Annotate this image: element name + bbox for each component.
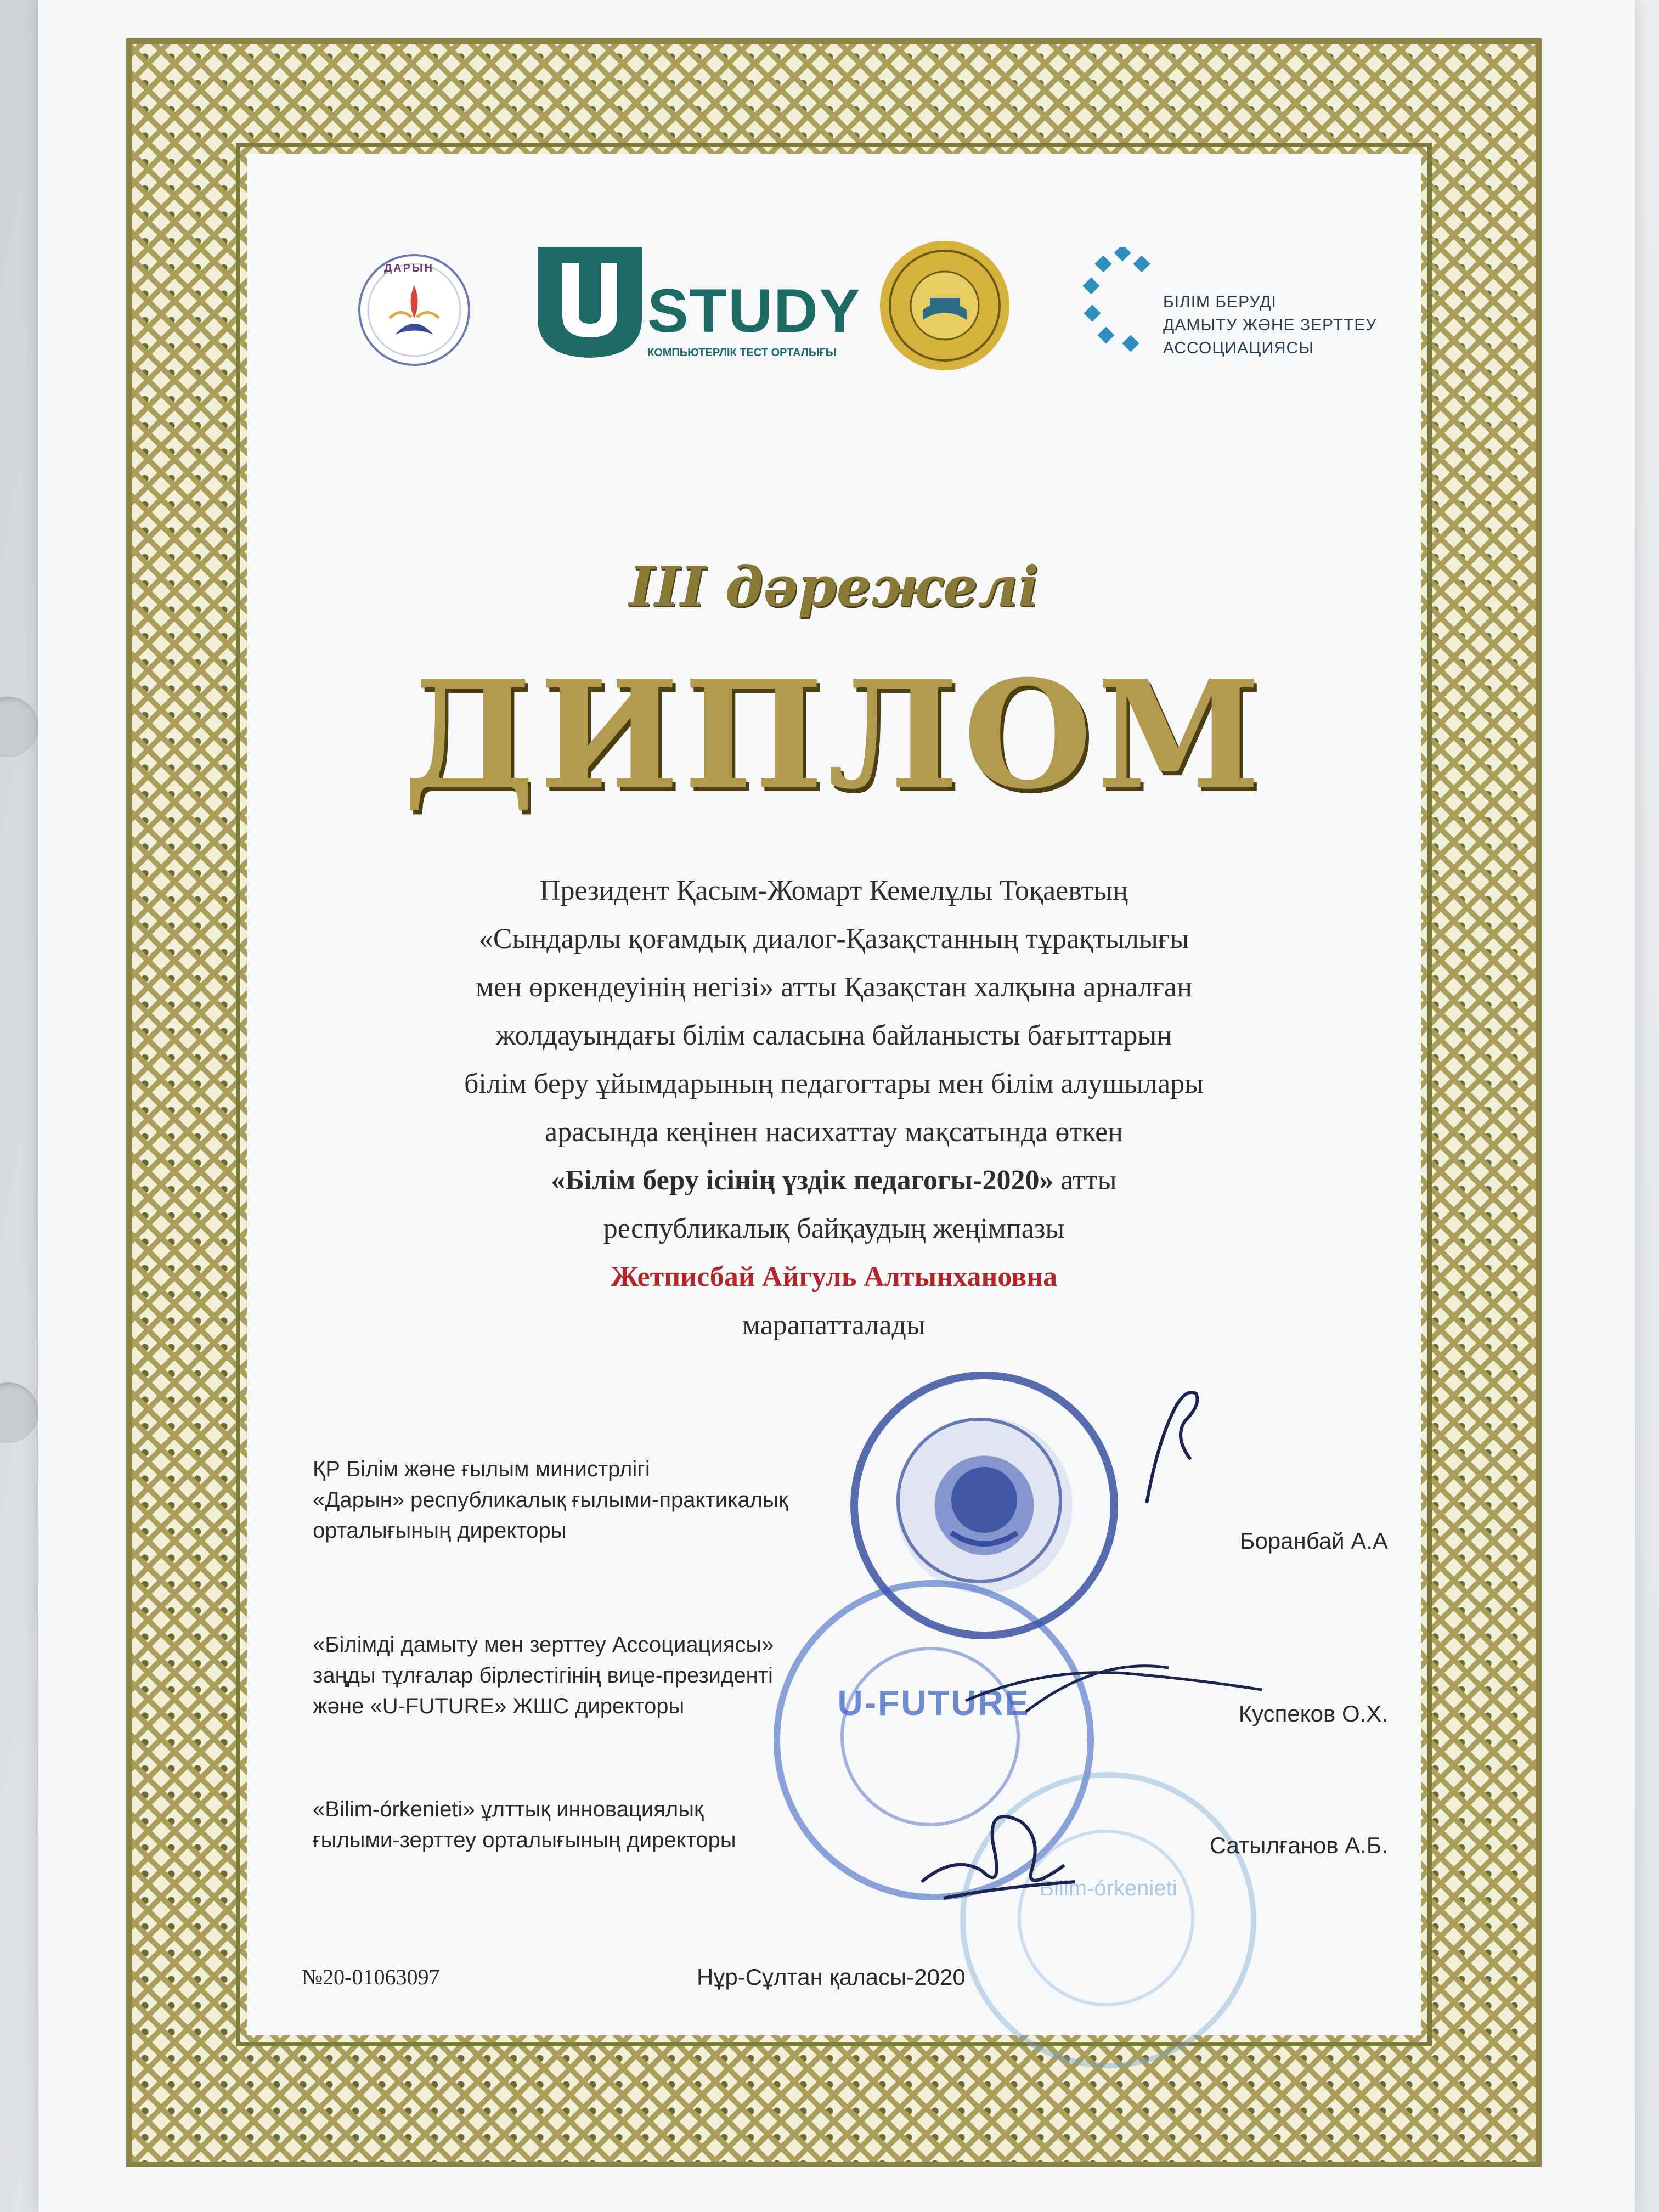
emblem-icon	[940, 1456, 1028, 1555]
signatory-line: заңды тұлғалар бірлестігінің вице-президенті	[313, 1663, 773, 1688]
body-line: білім беру ұйымдарының педагогтары мен білім алушылары	[464, 1068, 1204, 1099]
ustudy-brand-text: STUDY	[647, 276, 861, 345]
signatory-daryn	[313, 1454, 916, 1546]
diploma-title: ДИПЛОМ	[403, 647, 1265, 822]
contest-suffix: атты	[1053, 1165, 1117, 1196]
diploma-content	[247, 154, 1421, 2035]
signatory-name: Куспеков О.Х.	[1238, 1701, 1388, 1726]
association-star-icon	[1081, 247, 1163, 379]
association-line: АССОЦИАЦИЯСЫ	[1163, 339, 1314, 357]
signatory-line: ғылыми-зерттеу орталығының директоры	[313, 1828, 736, 1852]
signature-kuspekov	[960, 1635, 1267, 1723]
body-line: Президент Қасым-Жомарт Кемелұлы Тоқаевтың	[540, 875, 1128, 906]
ustudy-shield-icon	[532, 241, 647, 362]
contest-line	[247, 1156, 1421, 1205]
association-logo	[1081, 247, 1388, 379]
association-line: ДАМЫТУ ЖӘНЕ ЗЕРТТЕУ	[1163, 316, 1377, 334]
body-line: арасында кеңінен насихаттау мақсатында өткен	[545, 1116, 1123, 1148]
daryn-logo-text: ДАРЫН	[384, 262, 435, 274]
association-line: БІЛІМ БЕРУДІ	[1163, 293, 1277, 311]
diploma-sheet	[38, 0, 1635, 2212]
ustudy-subtitle: КОМПЬЮТЕРЛІК ТЕСТ ОРТАЛЫҒЫ	[647, 347, 837, 359]
signatory-name: Боранбай А.А	[1239, 1528, 1388, 1554]
ustudy-logo	[532, 241, 861, 362]
signatory-association	[313, 1629, 916, 1722]
awarded-text: марапатталады	[742, 1310, 926, 1341]
signatory-line: ҚР Білім және ғылым министрлігі	[313, 1457, 650, 1481]
signatory-bilim	[313, 1794, 916, 1855]
signatory-name: Сатылғанов А.Б.	[1209, 1832, 1388, 1858]
signature-boranbay	[1125, 1377, 1223, 1509]
signatory-line: орталығының директоры	[313, 1519, 567, 1543]
signatory-line: «Дарын» республикалық ғылыми-практикалық	[313, 1488, 788, 1512]
contest-line-2: республикалық байқаудың жеңімпазы	[603, 1213, 1065, 1244]
u-future-stamp-text: U-FUTURE	[837, 1683, 1030, 1723]
signatory-line: «Білімді дамыту мен зерттеу Ассоциациясы»	[313, 1633, 774, 1657]
body-line: жолдауындағы білім саласына байланысты бағыттарын	[495, 1020, 1172, 1051]
signatory-line: «Bilim-órkenieti» ұлттық инновациялық	[313, 1797, 704, 1821]
signatory-line: және «U-FUTURE» ЖШС директоры	[313, 1694, 685, 1718]
body-line: мен өркендеуінің негізі» атты Қазақстан халқына арналған	[476, 972, 1192, 1003]
body-line: «Сындарлы қоғамдық диалог-Қазақстанның тұрақтылығы	[478, 923, 1189, 955]
signature-satylganov	[911, 1788, 1086, 1909]
logo-row	[247, 230, 1421, 406]
association-name	[1163, 291, 1393, 360]
academy-seal-logo	[878, 239, 1012, 373]
diploma-number: №20-01063097	[302, 1965, 440, 1989]
diploma-body	[247, 867, 1421, 1350]
bilim-stamp-text: Bilim-órkenieti	[1039, 1876, 1177, 1900]
recipient-name: Жетписбай Айгуль Алтынхановна	[610, 1261, 1058, 1293]
diploma-degree: III дәрежелі	[629, 554, 1039, 619]
city-year: Нұр-Сұлтан қаласы-2020	[697, 1964, 966, 1990]
contest-name: «Білім беру ісінің үздік педагогы-2020»	[551, 1165, 1054, 1196]
